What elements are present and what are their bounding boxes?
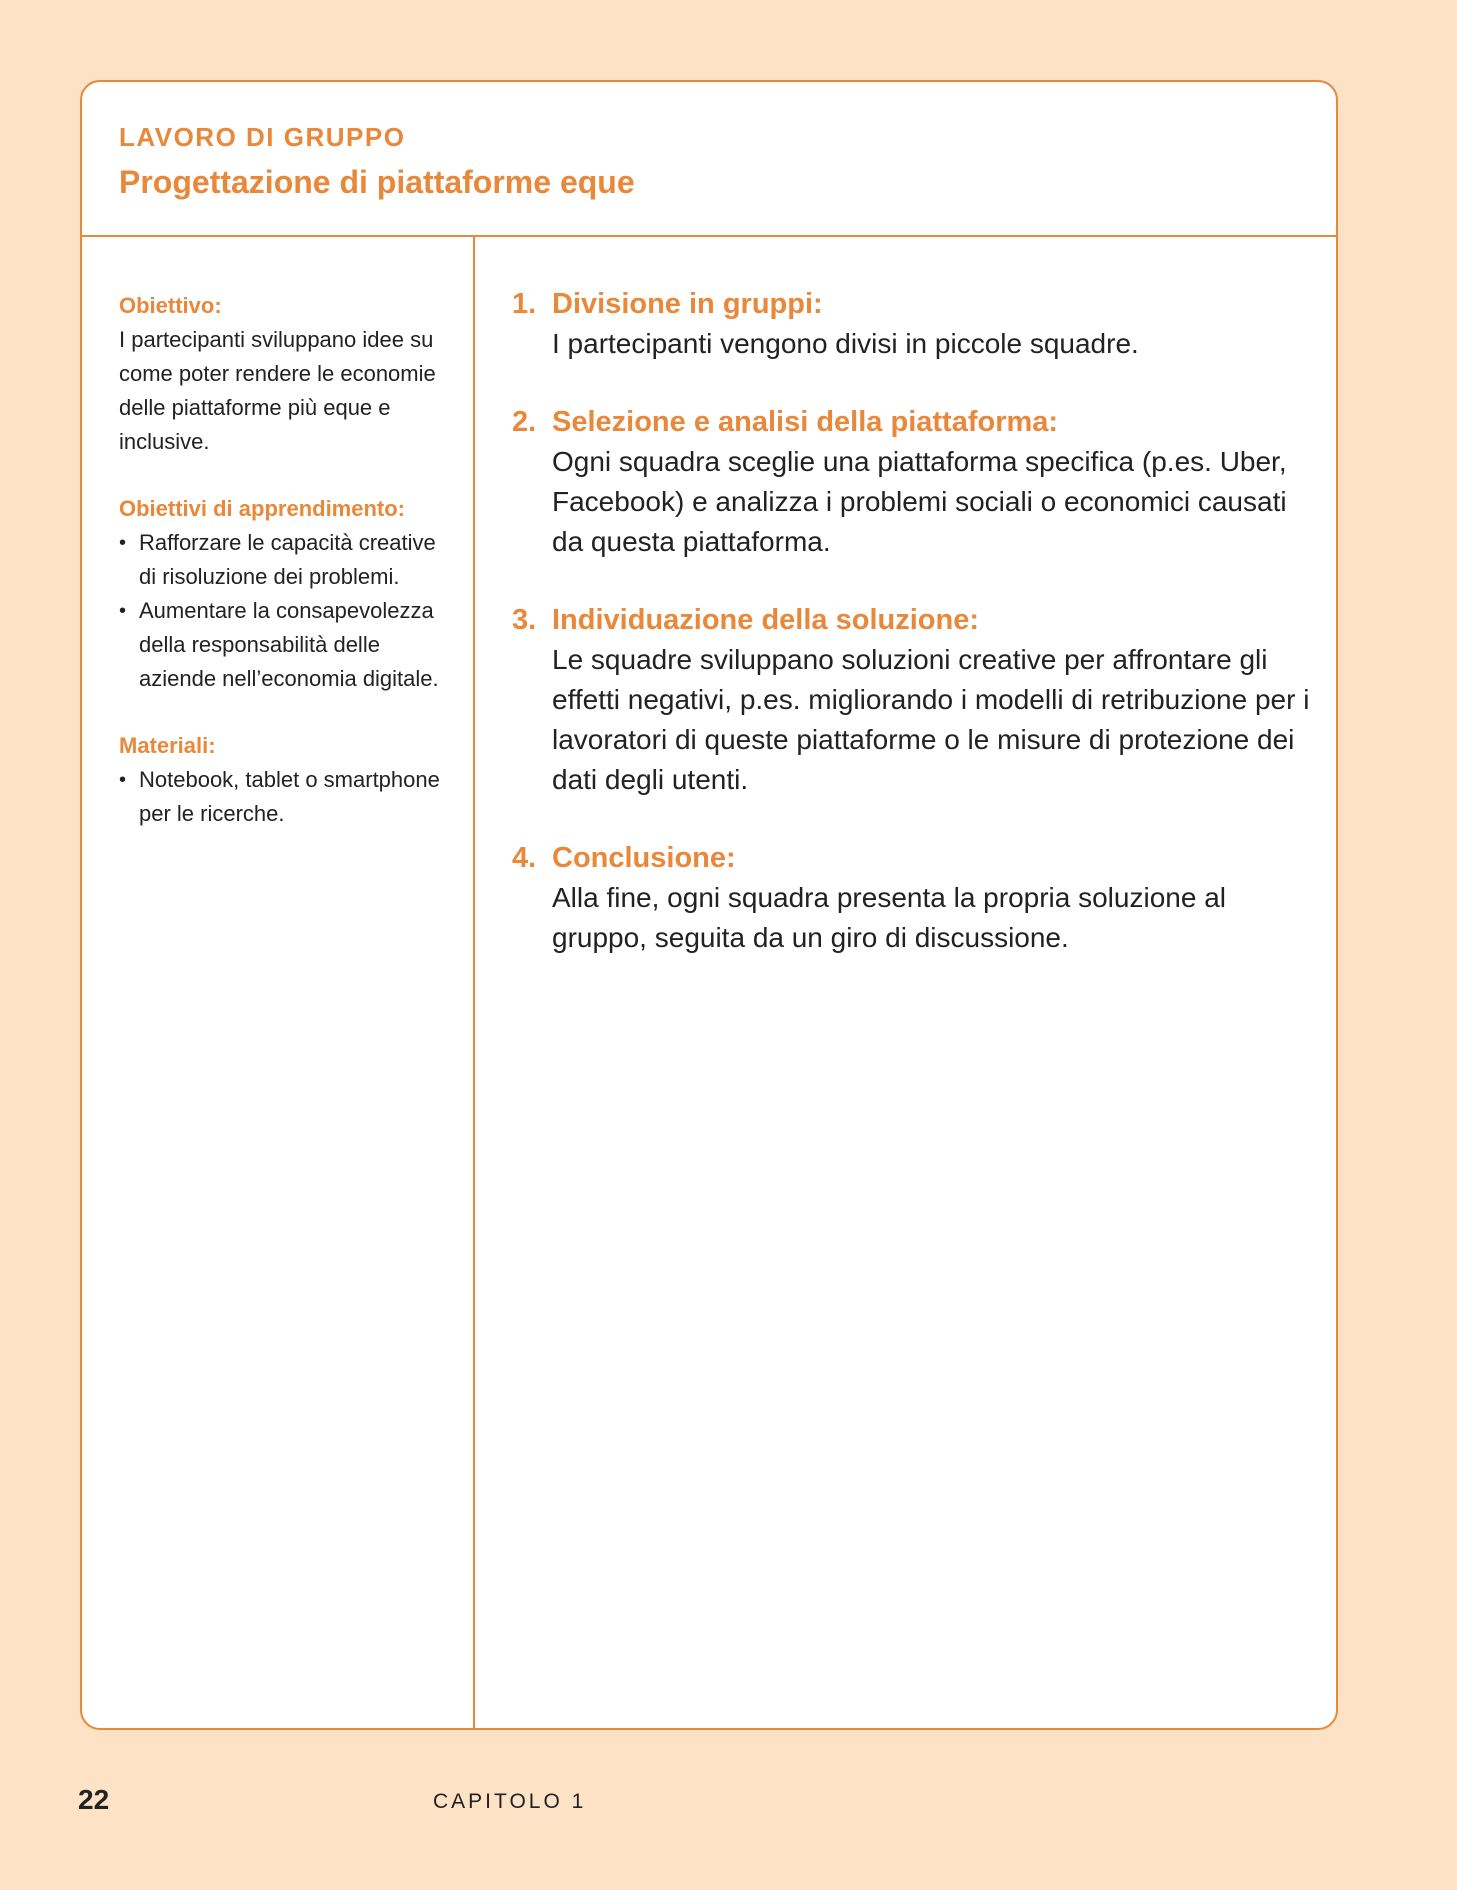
list-item-text: Notebook, tablet o smartphone per le ricerche. <box>139 767 440 826</box>
materials-section <box>119 729 449 831</box>
sidebar <box>119 289 449 864</box>
column-divider <box>473 237 475 1730</box>
step-number: 1. <box>512 288 537 320</box>
step-number: 3. <box>512 604 537 636</box>
step-number: 4. <box>512 842 537 874</box>
bullet-icon: • <box>119 532 127 554</box>
list-item-text: Aumentare la consapevolezza della responsabilità delle aziende nell’economia digitale. <box>139 598 439 691</box>
step-text: Alla fine, ogni squadra presenta la propria soluzione al gruppo, seguita da un giro di discussione. <box>552 882 1226 953</box>
materials-list <box>119 763 449 831</box>
list-item <box>119 594 449 696</box>
step-title: Conclusione: <box>552 842 736 874</box>
step-item <box>512 838 1312 958</box>
step-number: 2. <box>512 406 537 438</box>
list-item <box>119 763 449 831</box>
learning-goals-heading: Obiettivi di apprendimento: <box>119 496 406 521</box>
step-text: Le squadre sviluppano soluzioni creative per affrontare gli effetti negativi, p.es. migliorando i modelli di retribuzione per i lavoratori di queste piattaforme o le misure di protezione dei dati degli utenti. <box>552 644 1310 795</box>
objective-heading: Obiettivo: <box>119 293 222 318</box>
materials-heading: Materiali: <box>119 733 216 758</box>
step-item <box>512 600 1312 800</box>
section-kicker: LAVORO DI GRUPPO <box>119 122 406 152</box>
step-text: Ogni squadra sceglie una piattaforma specifica (p.es. Uber, Facebook) e analizza i problemi sociali o economici causati da questa piattaforma. <box>552 446 1287 557</box>
step-text: I partecipanti vengono divisi in piccole squadre. <box>552 328 1139 359</box>
step-title: Selezione e analisi della piattaforma: <box>552 406 1059 438</box>
step-title: Individuazione della soluzione: <box>552 604 979 636</box>
step-item <box>512 402 1312 562</box>
steps-list <box>512 284 1312 996</box>
learning-goals-list <box>119 526 449 696</box>
chapter-label: CAPITOLO 1 <box>433 1790 587 1813</box>
step-title: Divisione in gruppi: <box>552 288 823 320</box>
bullet-icon: • <box>119 600 127 622</box>
objective-text: I partecipanti sviluppano idee su come poter rendere le economie delle piattaforme più eque e inclusive. <box>119 327 436 454</box>
objective-section <box>119 289 449 459</box>
page-number: 22 <box>78 1784 110 1815</box>
learning-goals-section <box>119 492 449 696</box>
card-header <box>82 82 1336 237</box>
page-title: Progettazione di piattaforme eque <box>119 164 635 200</box>
activity-card <box>80 80 1338 1730</box>
bullet-icon: • <box>119 769 127 791</box>
list-item <box>119 526 449 594</box>
list-item-text: Rafforzare le capacità creative di risoluzione dei problemi. <box>139 530 436 589</box>
step-item <box>512 284 1312 364</box>
